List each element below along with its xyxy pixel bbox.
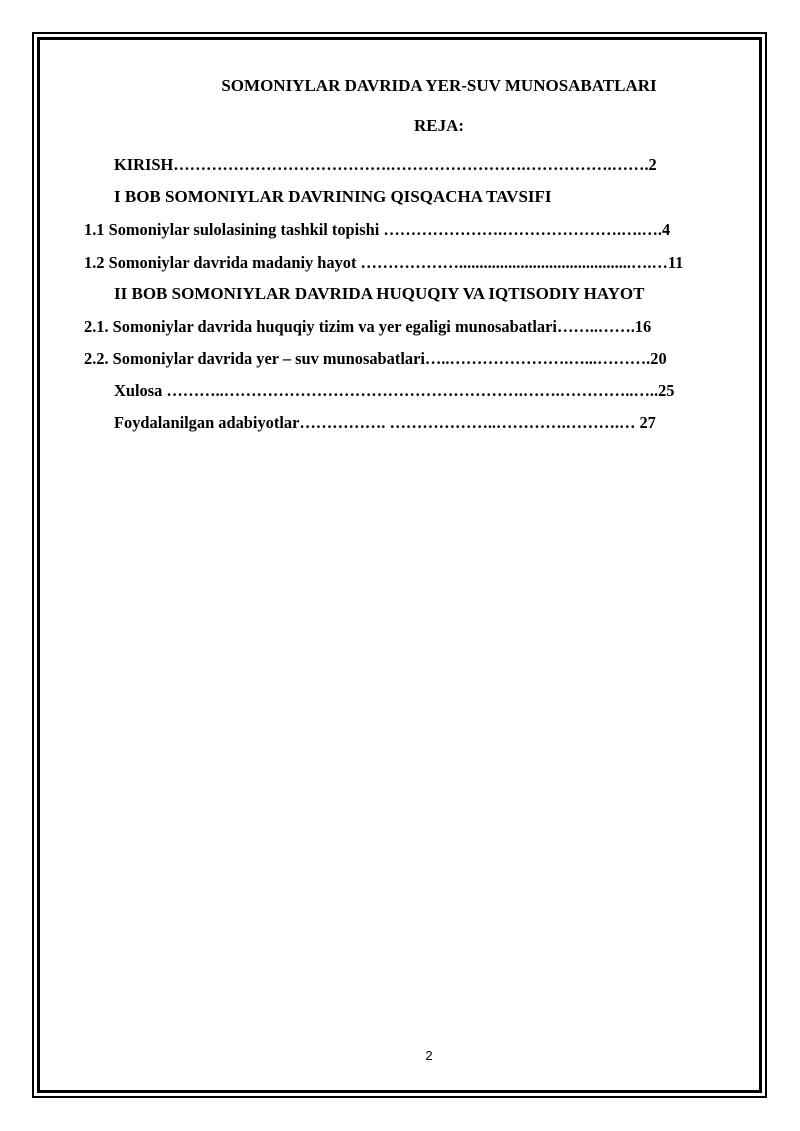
toc-item-1-2: 1.2 Somoniylar davrida madaniy hayot ………………..........................................….…11 (84, 253, 684, 272)
toc-item-references: Foydalanilgan adabiyotlar……………. ………………..………….……….… 27 (114, 413, 656, 432)
toc-item-conclusion: Xulosa ………..……………………………………………….…….…………..…..25 (114, 381, 675, 400)
toc-item-1-1: 1.1 Somoniylar sulolasining tashkil topishi ………………….………………….….….4 (84, 220, 671, 239)
document-title: SOMONIYLAR DAVRIDA YER-SUV MUNOSABATLARI (221, 76, 657, 95)
toc-chapter-2: II BOB SOMONIYLAR DAVRIDA HUQUQIY VA IQTISODIY HAYOT (114, 284, 645, 303)
plan-heading: REJA: (413, 116, 465, 135)
page-number: 2 (425, 1048, 433, 1063)
toc-item-2-1: 2.1. Somoniylar davrida huquqiy tizim va yer egaligi munosabatlari……..…….16 (84, 317, 652, 336)
toc-item-intro: KIRISH………………………………….…………………….…………….…….2 (114, 155, 657, 174)
toc-chapter-1: I BOB SOMONIYLAR DAVRINING QISQACHA TAVSIFI (114, 187, 552, 206)
toc-item-2-2: 2.2. Somoniylar davrida yer – suv munosabatlari…..………………….…...……….20 (84, 349, 667, 368)
